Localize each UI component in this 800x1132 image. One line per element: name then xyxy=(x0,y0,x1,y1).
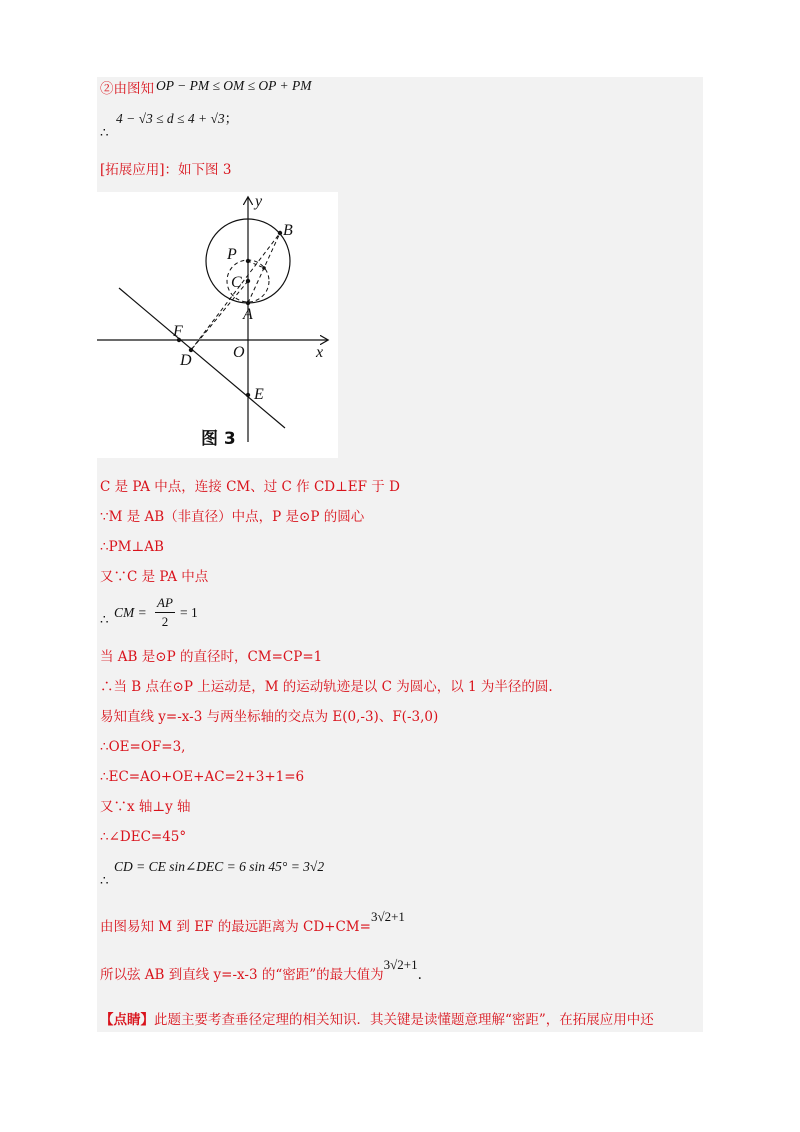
line-18-text: 所以弦 AB 到直线 y=-x-3 的“密距”的最大值为 xyxy=(100,967,384,983)
line-18-suffix: . xyxy=(417,967,422,983)
label-c: C xyxy=(231,274,242,291)
label-o: O xyxy=(233,344,245,361)
line-11: 易知直线 y=-x-3 与两坐标轴的交点为 E(0,-3)、F(-3,0) xyxy=(100,709,439,725)
line-8-rhs: = 1 xyxy=(180,605,198,620)
line-8-lhs: CM = xyxy=(114,605,147,620)
line-8-num: AP xyxy=(155,594,175,613)
label-y: y xyxy=(255,193,263,210)
line-13: ∴EC=AO+OE+AC=2+3+1=6 xyxy=(100,769,305,785)
point-c xyxy=(246,279,250,283)
line-18 xyxy=(100,957,422,984)
label-d: D xyxy=(180,352,192,369)
figure-caption: 图 3 xyxy=(201,429,236,449)
figure-3 xyxy=(97,192,338,458)
line-8-fraction xyxy=(155,594,175,631)
line-2 xyxy=(100,110,238,128)
line-1 xyxy=(100,80,312,98)
line-3: [拓展应用]：如下图 3 xyxy=(100,162,232,178)
label-b: B xyxy=(283,222,293,239)
line-17 xyxy=(100,909,405,936)
point-p xyxy=(246,259,250,263)
line-1-math: OP − PM ≤ OM ≤ OP + PM xyxy=(156,78,312,93)
line-19-text: 此题主要考查垂径定理的相关知识．其关键是读懂题意理解“密距”，在拓展应用中还 xyxy=(154,1012,654,1028)
line-8-therefore: ∴ xyxy=(100,612,109,628)
line-2-suffix: ； xyxy=(224,111,239,127)
point-m xyxy=(262,266,266,270)
line-16 xyxy=(100,858,324,876)
line-5: ∵M 是 AB（非直径）中点，P 是⊙P 的圆心 xyxy=(100,509,365,525)
line-4: C 是 PA 中点，连接 CM、过 C 作 CD⊥EF 于 D xyxy=(100,479,400,495)
line-17-text: 由图易知 M 到 EF 的最远距离为 CD+CM= xyxy=(100,919,371,935)
figure-3-diagram xyxy=(97,192,338,458)
line-10: ∴当 B 点在⊙P 上运动是，M 的运动轨迹是以 C 为圆心，以 1 为半径的圆. xyxy=(100,679,553,695)
line-8-den: 2 xyxy=(161,614,169,629)
line-17-math: 3√2+1 xyxy=(370,909,405,924)
line-15: ∴∠DEC=45° xyxy=(100,829,187,845)
line-19-tag: 【点睛】 xyxy=(100,1012,154,1028)
line-16-therefore: ∴ xyxy=(100,873,109,889)
line-1-prefix: ②由图知 xyxy=(100,81,154,97)
line-7: 又∵C 是 PA 中点 xyxy=(100,569,209,585)
line-19 xyxy=(100,1011,654,1029)
label-p: P xyxy=(227,246,237,263)
point-e xyxy=(246,393,250,397)
line-9: 当 AB 是⊙P 的直径时，CM=CP=1 xyxy=(100,649,323,665)
line-6: ∴PM⊥AB xyxy=(100,539,164,555)
label-e: E xyxy=(254,386,264,403)
line-12: ∴OE=OF=3, xyxy=(100,739,186,755)
line-ef xyxy=(119,288,285,428)
label-a: A xyxy=(243,306,253,323)
point-b xyxy=(278,231,282,235)
line-16-math: CD = CE sin∠DEC = 6 sin 45° = 3√2 xyxy=(114,859,325,874)
label-x: x xyxy=(316,344,324,361)
line-14: 又∵x 轴⊥y 轴 xyxy=(100,799,191,815)
line-2-math: 4 − √3 ≤ d ≤ 4 + √3 xyxy=(116,111,225,126)
point-a xyxy=(246,301,250,305)
line-18-math: 3√2+1 xyxy=(383,957,418,972)
label-f: F xyxy=(173,323,183,340)
line-2-therefore: ∴ xyxy=(100,125,109,141)
